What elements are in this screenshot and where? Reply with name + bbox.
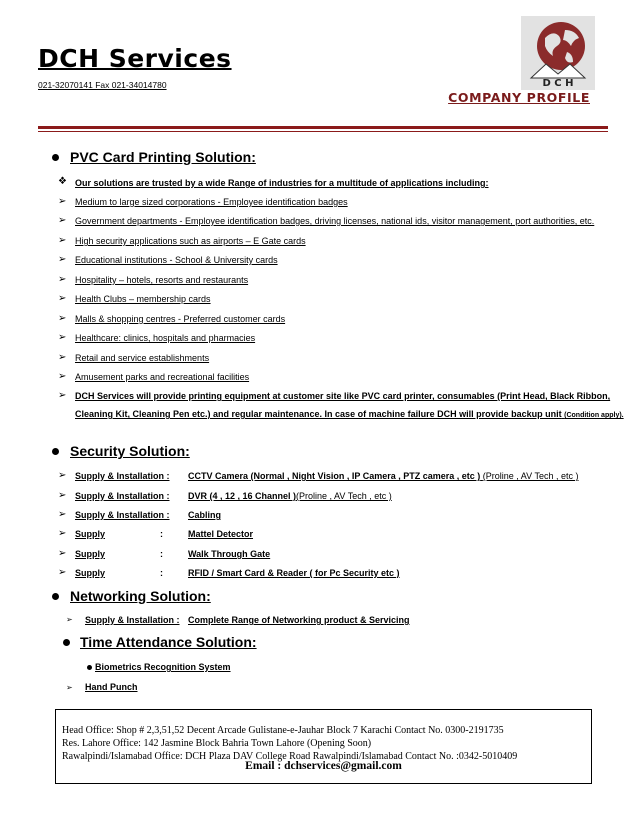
list-item: Healthcare: clinics, hospitals and pharmacies <box>75 333 256 343</box>
security-product: RFID / Smart Card & Reader ( for Pc Security etc ) <box>188 568 400 578</box>
security-label: Supply <box>75 568 106 578</box>
company-title: DCH Services <box>38 44 232 73</box>
rawalpindi-office-line: Rawalpindi/Islamabad Office: DCH Plaza DAV College Road Rawalpindi/Islamabad Contact No. :0342-5010409 <box>62 751 518 762</box>
networking-heading: Networking Solution: <box>70 588 211 604</box>
arrow-bullet-icon: ➢ <box>58 215 67 226</box>
arrow-bullet-icon: ➢ <box>58 313 67 324</box>
security-label: Supply & Installation : <box>75 491 170 501</box>
colon-separator: : <box>160 529 163 539</box>
arrow-bullet-icon: ➢ <box>58 528 67 539</box>
security-product: Mattel Detector <box>188 529 254 539</box>
contact-email: Email : dchservices@gmail.com <box>245 760 402 772</box>
arrow-bullet-icon: ➢ <box>58 509 67 520</box>
networking-product: Complete Range of Networking product & Servicing <box>188 615 410 625</box>
pvc-service-line2: Cleaning Kit, Cleaning Pen etc.) and regular maintenance. In case of machine failure DCH will provide backup unit (Condition apply). <box>75 409 624 419</box>
security-label: Supply & Installation : <box>75 471 170 481</box>
pvc-heading: PVC Card Printing Solution: <box>70 149 256 165</box>
pvc-intro: Our solutions are trusted by a wide Range of industries for a multitude of applications including: <box>75 178 489 188</box>
bullet-icon <box>52 154 59 161</box>
list-item: Educational institutions - School & University cards <box>75 255 278 265</box>
arrow-bullet-icon: ➢ <box>58 371 67 382</box>
globe-logo-icon <box>521 16 595 90</box>
list-item: Retail and service establishments <box>75 353 210 363</box>
security-product: DVR (4 , 12 , 16 Channel )(Proline , AV Tech , etc ) <box>188 491 392 501</box>
time-attendance-item: Hand Punch <box>85 682 138 692</box>
colon-separator: : <box>160 549 163 559</box>
arrow-bullet-icon: ➢ <box>58 490 67 501</box>
arrow-bullet-icon: ➢ <box>58 274 67 285</box>
bullet-icon <box>52 593 59 600</box>
time-attendance-heading: Time Attendance Solution: <box>80 634 257 650</box>
security-label: Supply <box>75 549 106 559</box>
colon-separator: : <box>160 568 163 578</box>
logo-text: D C H <box>542 78 574 89</box>
bullet-icon <box>52 448 59 455</box>
arrow-bullet-icon: ➢ <box>58 352 67 363</box>
list-item: Hospitality – hotels, resorts and restaurants <box>75 275 249 285</box>
arrow-bullet-icon: ➢ <box>58 196 67 207</box>
arrow-bullet-icon: ➢ <box>58 293 67 304</box>
arrow-bullet-icon: ➢ <box>66 615 73 624</box>
condition-note: (Condition apply). <box>564 412 624 419</box>
arrow-bullet-icon: ➢ <box>58 254 67 265</box>
time-attendance-item: Biometrics Recognition System <box>95 662 231 672</box>
company-profile-label: COMPANY PROFILE <box>448 90 590 105</box>
header-divider-thin <box>38 131 608 132</box>
arrow-bullet-icon: ➢ <box>58 548 67 559</box>
contact-numbers: 021-32070141 Fax 021-34014780 <box>38 80 167 90</box>
security-label: Supply <box>75 529 106 539</box>
list-item: Medium to large sized corporations - Employee identification badges <box>75 197 348 207</box>
arrow-bullet-icon: ➢ <box>58 470 67 481</box>
header-divider <box>38 126 608 129</box>
arrow-bullet-icon: ➢ <box>58 332 67 343</box>
company-logo <box>521 16 595 90</box>
list-item: High security applications such as airports – E Gate cards <box>75 236 306 246</box>
security-label: Supply & Installation : <box>75 510 170 520</box>
list-item: Amusement parks and recreational facilities <box>75 372 250 382</box>
security-heading: Security Solution: <box>70 443 190 459</box>
security-product: Cabling <box>188 510 221 520</box>
arrow-bullet-icon: ➢ <box>58 390 67 401</box>
list-item: Malls & shopping centres - Preferred customer cards <box>75 314 286 324</box>
networking-label: Supply & Installation : <box>85 615 180 625</box>
list-item: Government departments - Employee identification badges, driving licenses, national ids, visitor management, port authorities, etc. <box>75 216 595 226</box>
bullet-icon <box>87 665 92 670</box>
security-product: Walk Through Gate <box>188 549 271 559</box>
arrow-bullet-icon: ➢ <box>66 683 73 692</box>
diamond-bullet-icon: ❖ <box>58 176 67 187</box>
list-item: Health Clubs – membership cards <box>75 294 211 304</box>
bullet-icon <box>63 639 70 646</box>
arrow-bullet-icon: ➢ <box>58 235 67 246</box>
pvc-service-line1: DCH Services will provide printing equipment at customer site like PVC card printer, consumables (Print Head, Black Ribbon, <box>75 391 611 401</box>
head-office-line: Head Office: Shop # 2,3,51,52 Decent Arcade Gulistane-e-Jauhar Block 7 Karachi Contact No. 0300-2191735 <box>62 725 504 736</box>
security-product: CCTV Camera (Normal , Night Vision , IP Camera , PTZ camera , etc ) (Proline , AV Tech , etc ) <box>188 471 579 481</box>
arrow-bullet-icon: ➢ <box>58 567 67 578</box>
footer-address-box <box>55 709 592 784</box>
lahore-office-line: Res. Lahore Office: 142 Jasmine Block Bahria Town Lahore (Opening Soon) <box>62 738 372 749</box>
